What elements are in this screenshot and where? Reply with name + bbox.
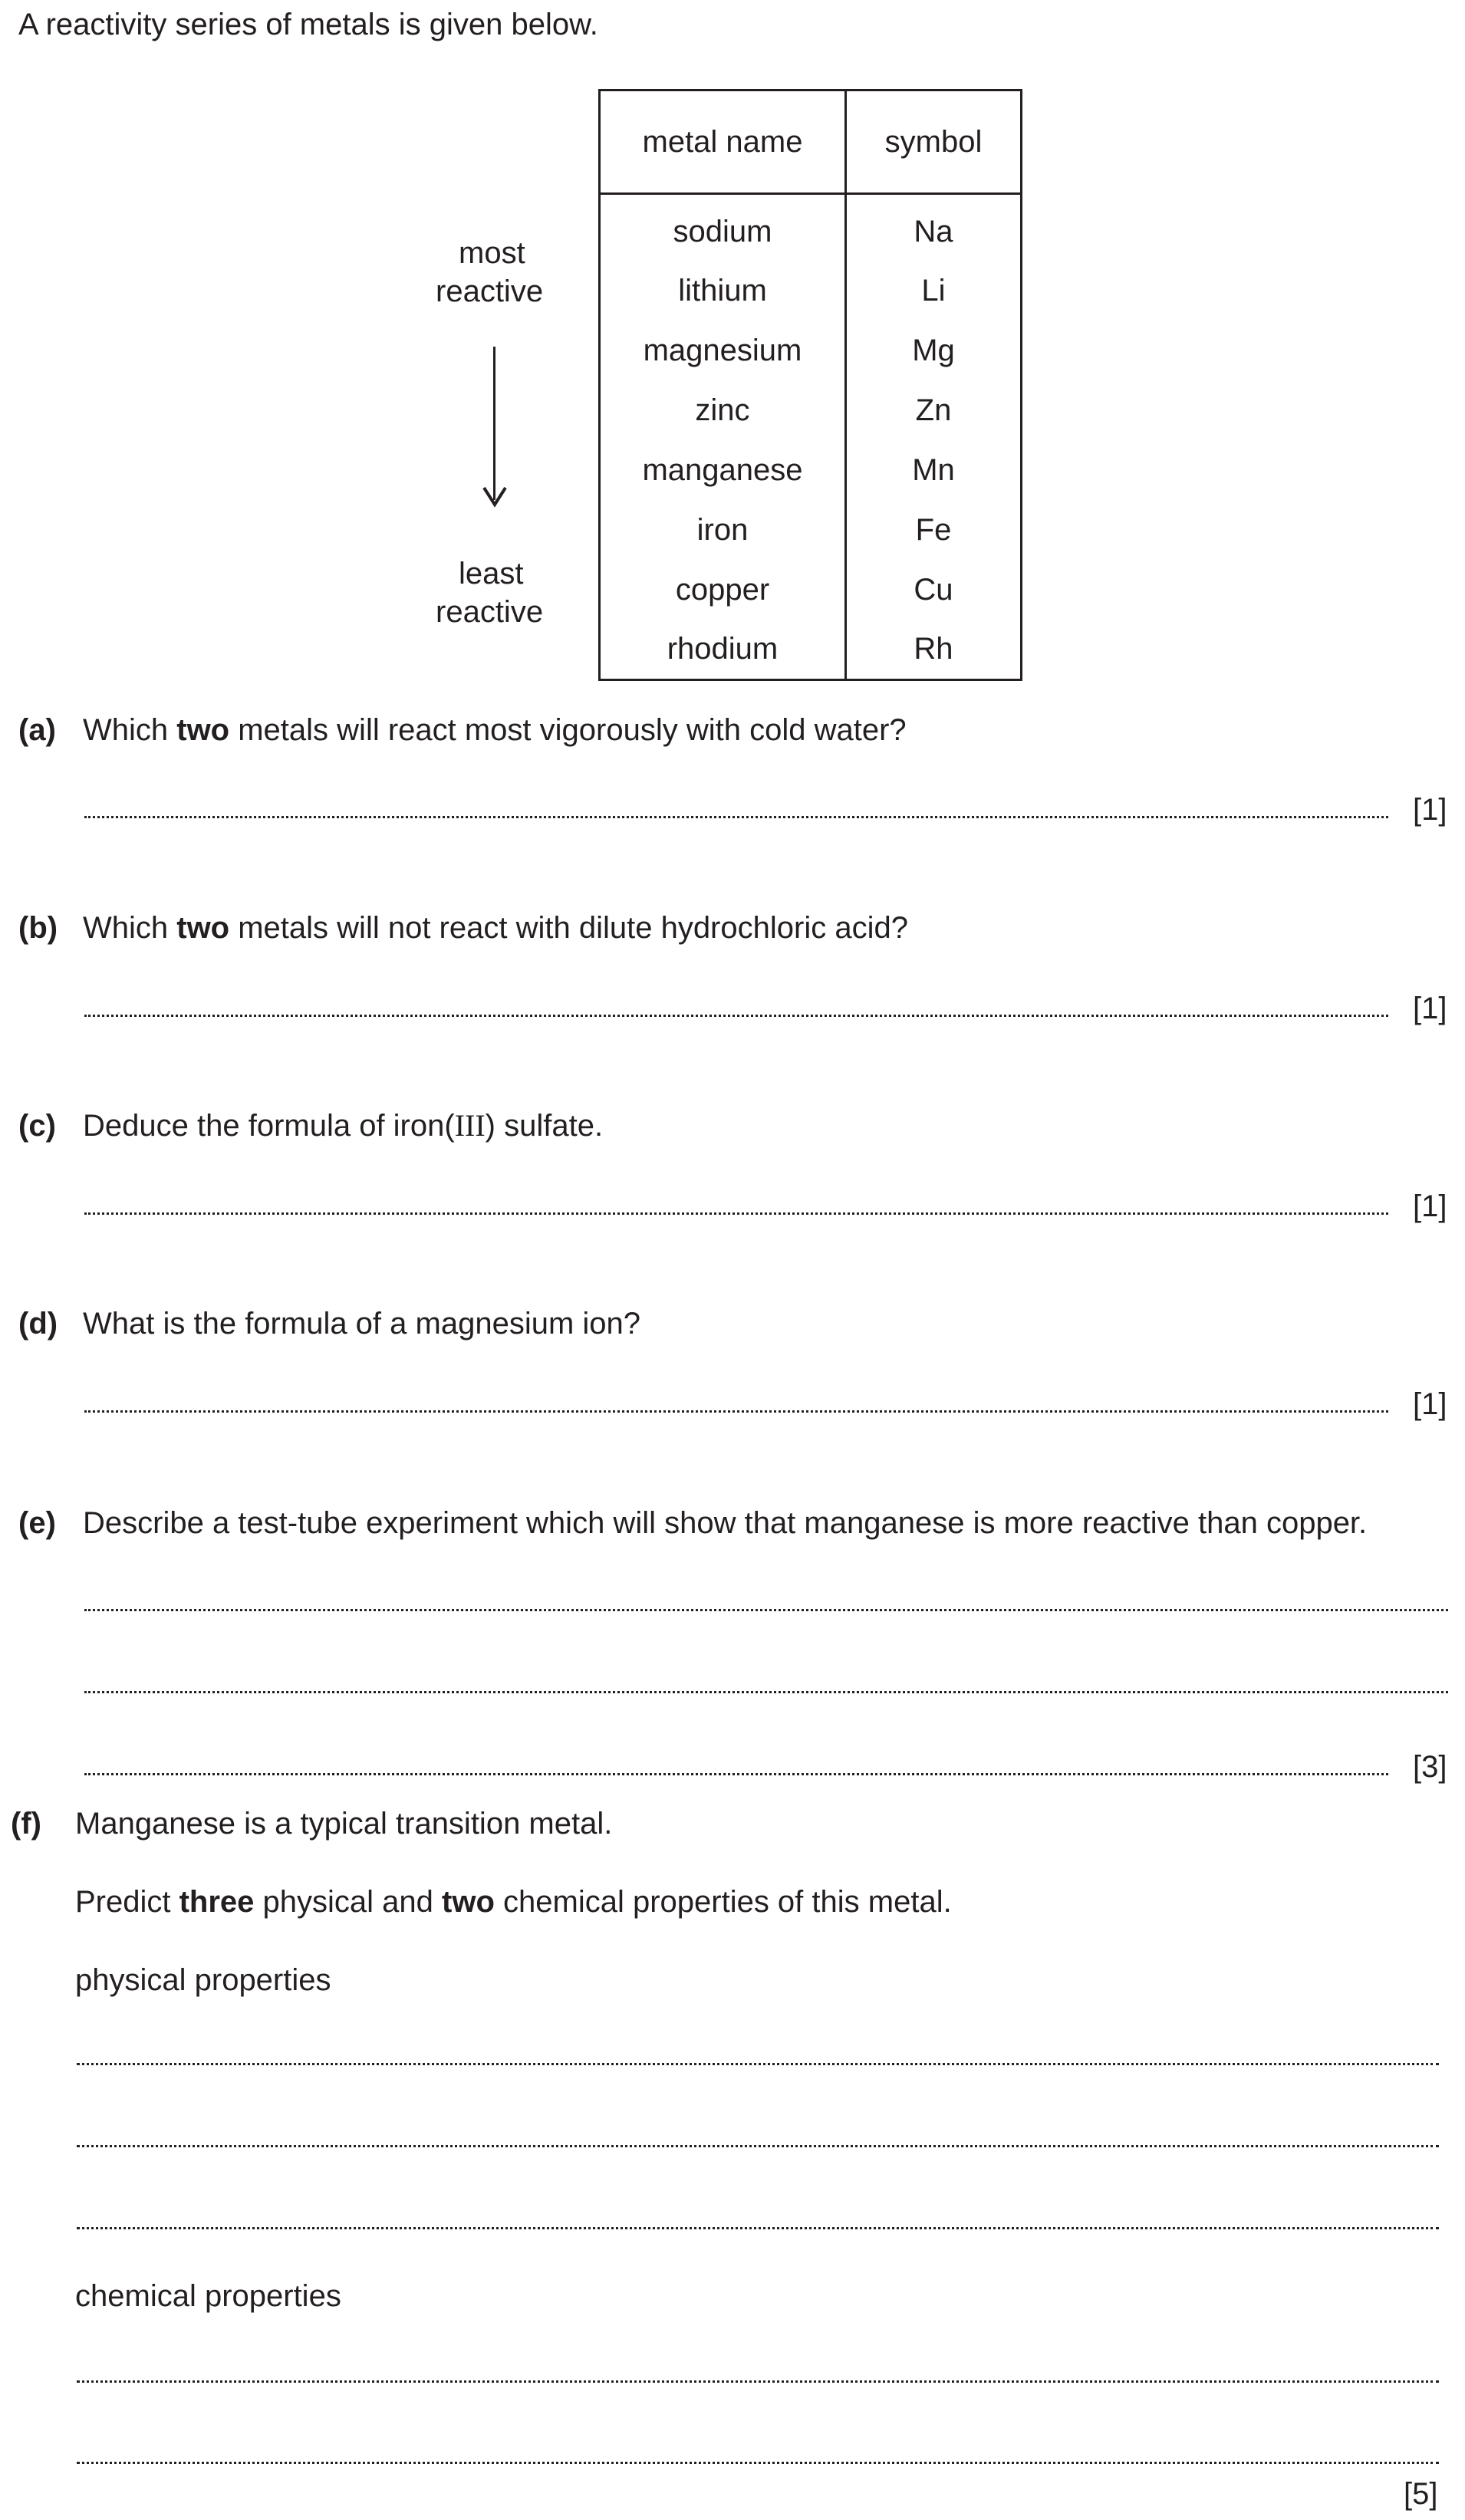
answer-line-chemical-1[interactable] xyxy=(77,2380,1439,2383)
metal-symbol-cell: Fe xyxy=(915,513,952,547)
answer-line-b[interactable] xyxy=(84,1015,1388,1017)
question-a-text: Which two metals will react most vigorously with cold water? xyxy=(83,713,907,747)
down-arrow-icon xyxy=(482,482,508,509)
question-e-label: (e) xyxy=(18,1506,56,1540)
question-c-text: Deduce the formula of iron(III) sulfate. xyxy=(83,1108,604,1143)
answer-line-physical-1[interactable] xyxy=(77,2063,1439,2065)
metal-name-cell: manganese xyxy=(600,441,846,501)
header-symbol: symbol xyxy=(846,90,1022,194)
table-row xyxy=(600,620,1022,680)
reactivity-table xyxy=(598,89,1022,681)
marks-b: [1] xyxy=(1413,992,1447,1025)
metal-name-cell: zinc xyxy=(600,381,846,441)
question-f-text: Manganese is a typical transition metal. xyxy=(75,1807,613,1841)
metal-symbol-cell: Mg xyxy=(912,334,955,367)
metal-symbol-cell: Rh xyxy=(914,632,953,666)
answer-line-d[interactable] xyxy=(84,1410,1388,1413)
table-row xyxy=(600,381,1022,441)
metal-name-cell: copper xyxy=(600,561,846,620)
answer-line-a[interactable] xyxy=(84,816,1388,818)
answer-line-chemical-2[interactable] xyxy=(77,2462,1439,2464)
most-reactive-label-line2: reactive xyxy=(436,275,544,308)
answer-line-e2[interactable] xyxy=(84,1691,1448,1693)
answer-line-e1[interactable] xyxy=(84,1609,1448,1611)
question-c-label: (c) xyxy=(18,1109,56,1143)
table-row xyxy=(600,194,1022,262)
most-reactive-label-line1: most xyxy=(459,236,525,270)
metal-symbol-cell: Cu xyxy=(914,573,953,607)
least-reactive-label-line2: reactive xyxy=(436,595,544,629)
physical-properties-heading: physical properties xyxy=(75,1963,331,1997)
table-row xyxy=(600,441,1022,501)
question-f-label: (f) xyxy=(11,1807,41,1841)
table-header-row xyxy=(600,90,1022,194)
metal-symbol-cell: Na xyxy=(914,214,953,248)
answer-line-e3[interactable] xyxy=(84,1773,1388,1775)
header-metal-name: metal name xyxy=(600,90,846,194)
intro-text: A reactivity series of metals is given below. xyxy=(18,8,598,41)
table-row xyxy=(600,501,1022,561)
question-d-label: (d) xyxy=(18,1307,58,1341)
marks-f: [5] xyxy=(1404,2477,1438,2511)
metal-name-cell: iron xyxy=(600,501,846,561)
question-d-text: What is the formula of a magnesium ion? xyxy=(83,1307,641,1341)
marks-a: [1] xyxy=(1413,793,1447,827)
table-row xyxy=(600,561,1022,620)
question-a-label: (a) xyxy=(18,713,56,747)
metal-symbol-cell: Mn xyxy=(912,453,955,487)
metal-name-cell: magnesium xyxy=(600,321,846,381)
answer-line-physical-2[interactable] xyxy=(77,2145,1439,2147)
marks-c: [1] xyxy=(1413,1189,1447,1223)
marks-e: [3] xyxy=(1413,1750,1447,1784)
marks-d: [1] xyxy=(1413,1387,1447,1421)
metal-name-cell: rhodium xyxy=(600,620,846,680)
answer-line-c[interactable] xyxy=(84,1212,1388,1215)
metal-symbol-cell: Zn xyxy=(915,393,952,427)
question-f-instruction: Predict three physical and two chemical properties of this metal. xyxy=(75,1885,952,1919)
reactivity-arrow-shaft xyxy=(493,347,495,500)
metal-symbol-cell: Li xyxy=(921,274,946,308)
question-b-text: Which two metals will not react with dilute hydrochloric acid? xyxy=(83,911,908,945)
table-row xyxy=(600,262,1022,321)
answer-line-physical-3[interactable] xyxy=(77,2227,1439,2229)
table-row xyxy=(600,321,1022,381)
question-e-text: Describe a test-tube experiment which will show that manganese is more reactive than copper. xyxy=(83,1506,1368,1540)
least-reactive-label-line1: least xyxy=(459,557,524,591)
question-b-label: (b) xyxy=(18,911,58,945)
metal-name-cell: lithium xyxy=(600,262,846,321)
metal-name-cell: sodium xyxy=(600,194,846,262)
chemical-properties-heading: chemical properties xyxy=(75,2279,341,2313)
